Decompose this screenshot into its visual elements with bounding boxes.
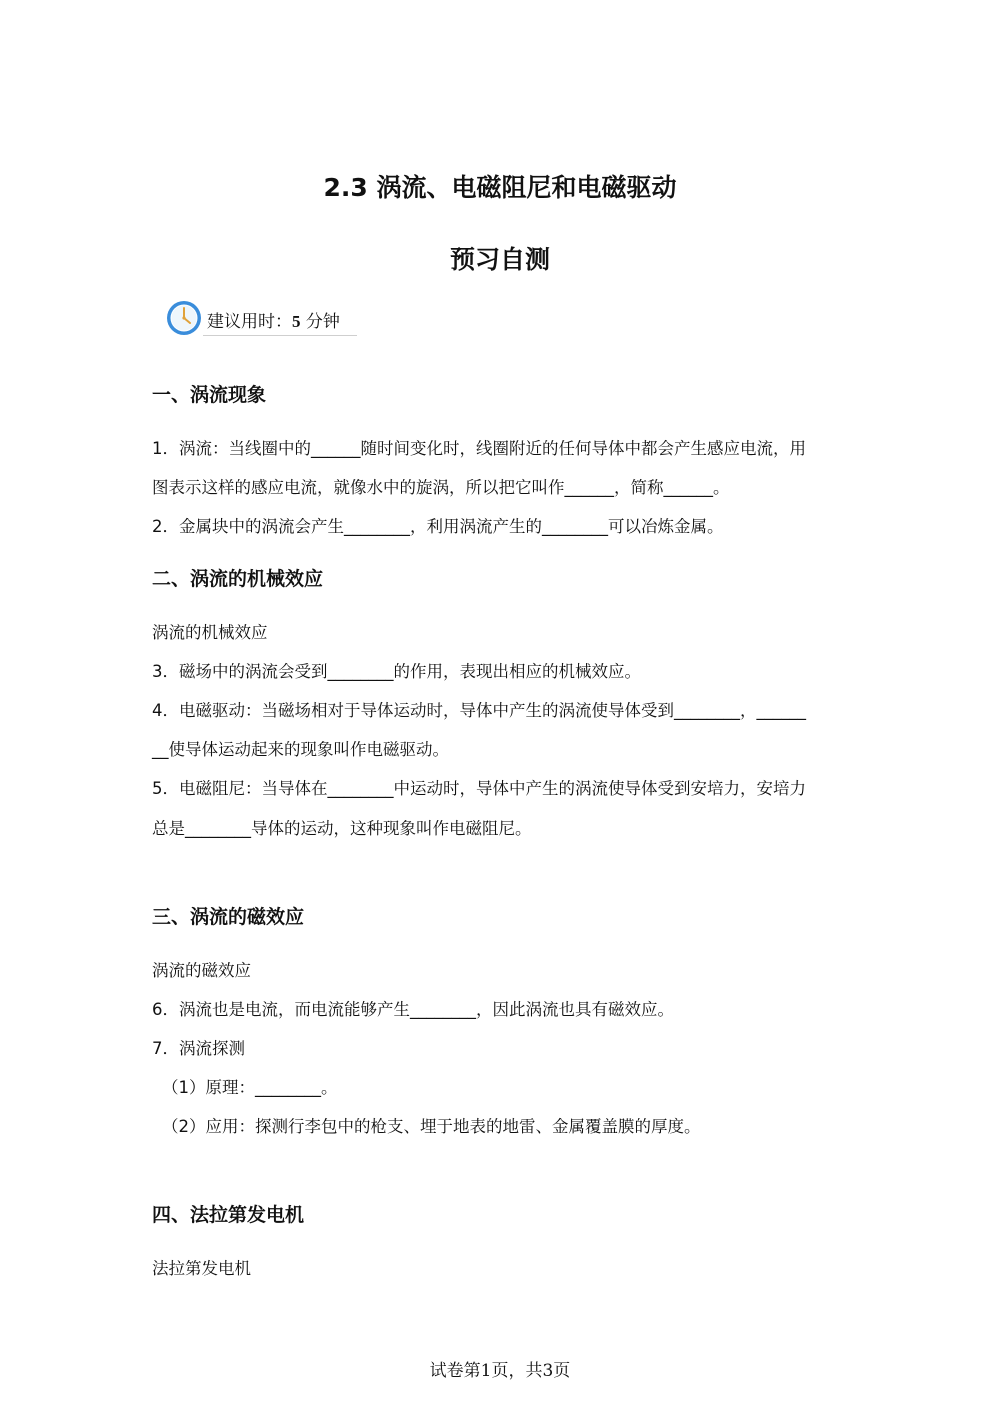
question-line: 涡流的机械效应 (152, 623, 268, 642)
question-line: 3．磁场中的涡流会受到________的作用，表现出相应的机械效应。 (152, 662, 641, 681)
divider (203, 335, 357, 336)
section-heading: 四、法拉第发电机 (152, 1204, 305, 1226)
question-line: __使导体运动起来的现象叫作电磁驱动。 (152, 740, 449, 759)
question-line: 5．电磁阻尼：当导体在________中运动时，导体中产生的涡流使导体受到安培力，安培力 (152, 779, 806, 798)
section-heading: 二、涡流的机械效应 (152, 568, 324, 590)
question-line: 涡流的磁效应 (152, 961, 251, 980)
question-line: （2）应用：探测行李包中的枪支、埋于地表的地雷、金属覆盖膜的厚度。 (162, 1117, 701, 1136)
question-line: 4．电磁驱动：当磁场相对于导体运动时，导体中产生的涡流使导体受到________，______ (152, 701, 806, 720)
time-minutes: 5 (292, 312, 301, 331)
time-label: 建议用时： (207, 312, 292, 332)
question-line: 2．金属块中的涡流会产生________，利用涡流产生的________可以冶炼金属。 (152, 517, 724, 536)
section-heading: 三、涡流的磁效应 (152, 906, 305, 928)
page-footer: 试卷第1页，共3页 (429, 1361, 571, 1381)
question-line: （1）原理：________。 (162, 1078, 338, 1097)
question-line: 图表示这样的感应电流，就像水中的旋涡，所以把它叫作______，简称______。 (152, 478, 730, 497)
suggested-time (165, 298, 357, 338)
clock-icon (165, 299, 203, 337)
question-line: 总是________导体的运动，这种现象叫作电磁阻尼。 (152, 819, 532, 838)
document-subtitle: 预习自测 (449, 245, 550, 274)
question-line: 1．涡流：当线圈中的______随时间变化时，线圈附近的任何导体中都会产生感应电流，用 (152, 439, 806, 458)
section-heading: 一、涡流现象 (152, 384, 267, 406)
question-line: 6．涡流也是电流，而电流能够产生________，因此涡流也具有磁效应。 (152, 1000, 674, 1019)
time-unit: 分钟 (305, 312, 340, 332)
document-title: 2.3 涡流、电磁阻尼和电磁驱动 (323, 173, 677, 202)
question-line: 7．涡流探测 (152, 1039, 245, 1058)
question-line: 法拉第发电机 (152, 1259, 251, 1278)
